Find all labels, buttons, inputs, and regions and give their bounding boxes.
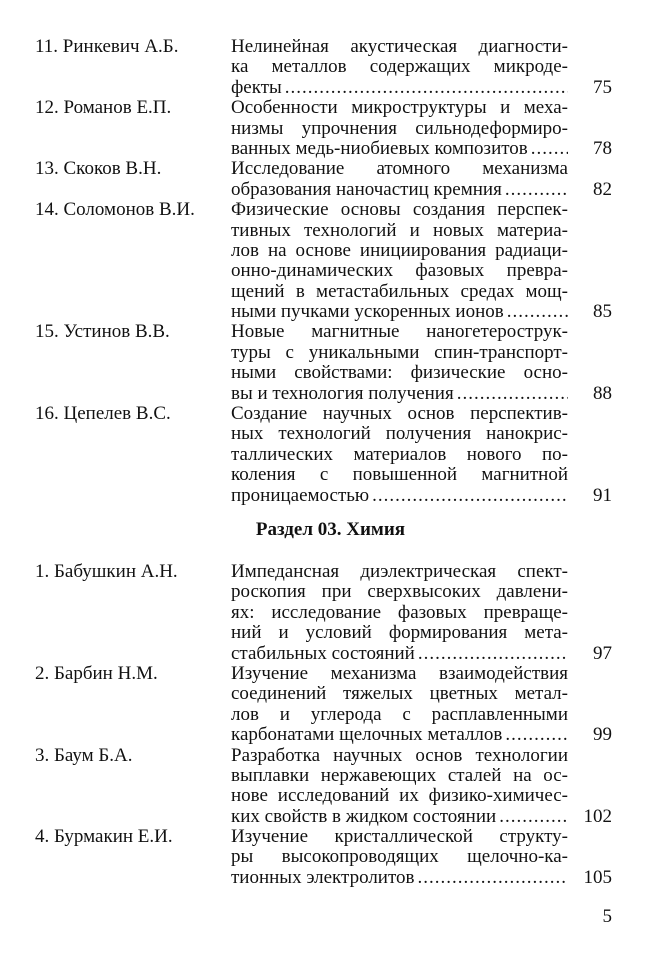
title-line: стабильных состояний — [231, 643, 415, 664]
section-heading — [0, 519, 649, 541]
title-line: лов и углерода с расплавленными — [231, 703, 568, 725]
entry-author: 2. Барбин Н.М. — [35, 662, 158, 684]
title-last-line — [231, 139, 568, 159]
toc-entry[interactable] — [0, 322, 649, 404]
title-line: проницаемостью — [231, 485, 370, 506]
entry-title — [231, 404, 568, 506]
title-line: ях: исследование фазовых превраще- — [231, 601, 568, 623]
toc-entry[interactable] — [0, 562, 649, 664]
page-number: 5 — [602, 906, 612, 927]
title-line: соединений тяжелых цветных метал- — [231, 683, 568, 705]
dot-leader — [418, 644, 568, 664]
entry-title — [231, 322, 568, 404]
title-line: выплавки нержавеющих сталей на ос- — [231, 764, 568, 786]
title-line: Импедансная диэлектрическая спект- — [231, 561, 568, 582]
toc-entry[interactable] — [0, 159, 649, 200]
entry-page-number: 78 — [593, 137, 612, 159]
title-last-line — [231, 868, 568, 888]
title-line: ных технологий получения нанокрис- — [231, 423, 568, 445]
entry-author: 11. Ринкевич А.Б. — [35, 36, 179, 57]
title-line: Создание научных основ перспектив- — [231, 403, 568, 425]
section-03-heading: Раздел 03. Химия — [255, 519, 406, 540]
title-line: вы и технология получения — [231, 383, 454, 404]
toc-entry[interactable] — [0, 746, 649, 828]
entry-page-number: 105 — [583, 866, 612, 888]
title-line: Новые магнитные наногетерострук- — [231, 321, 568, 343]
toc-entry[interactable] — [0, 98, 649, 159]
title-line: тионных электролитов — [231, 867, 415, 888]
entry-page-number: 75 — [593, 76, 612, 98]
toc-section-02 — [0, 37, 649, 506]
entry-title — [231, 562, 568, 664]
title-line: ка металлов содержащих микроде- — [231, 56, 568, 78]
dot-leader — [531, 139, 568, 159]
entry-page-number: 97 — [593, 642, 612, 664]
entry-author: 15. Устинов В.В. — [35, 321, 170, 343]
title-last-line — [231, 644, 568, 664]
entry-author: 13. Скоков В.Н. — [35, 158, 162, 180]
title-line: ванных медь-ниобиевых композитов — [231, 138, 528, 159]
title-last-line — [231, 384, 568, 404]
title-line: низмы упрочнения сильнодеформиро- — [231, 117, 568, 139]
title-line: туры с уникальными спин-транспорт- — [231, 341, 568, 363]
toc-section-03 — [0, 562, 649, 888]
dot-leader — [457, 384, 568, 404]
entry-author: 1. Бабушкин А.Н. — [35, 561, 178, 582]
entry-title — [231, 664, 568, 746]
title-last-line — [231, 725, 568, 745]
title-line: ры высокопроводящих щелочно-ка- — [231, 846, 568, 868]
title-line: ких свойств в жидком состоянии — [231, 806, 497, 827]
title-line: ными свойствами: физические осно- — [231, 362, 568, 384]
title-line: нове исследований их физико-химичес- — [231, 785, 568, 807]
entry-author: 14. Соломонов В.И. — [35, 199, 195, 221]
entry-title — [231, 159, 568, 200]
entry-page-number: 91 — [593, 484, 612, 506]
entry-page-number: 102 — [583, 805, 612, 827]
entry-page-number: 85 — [593, 301, 612, 323]
title-line: карбонатами щелочных металлов — [231, 725, 503, 746]
toc-entry[interactable] — [0, 664, 649, 746]
toc-entry[interactable] — [0, 37, 649, 98]
entry-author: 12. Романов Е.П. — [35, 97, 172, 119]
title-last-line — [231, 807, 568, 827]
toc-entry[interactable] — [0, 404, 649, 506]
entry-title — [231, 746, 568, 828]
title-line: Физические основы создания перспек- — [231, 199, 568, 221]
title-line: щений в метастабильных средах мощ- — [231, 280, 568, 302]
title-line: образования наночастиц кремния — [231, 179, 502, 200]
title-line: Изучение механизма взаимодействия — [231, 662, 568, 684]
title-line: Исследование атомного механизма — [231, 158, 568, 180]
dot-leader — [418, 868, 569, 888]
dot-leader — [499, 807, 568, 827]
entry-author: 3. Баум Б.А. — [35, 744, 133, 766]
toc-entry[interactable] — [0, 200, 649, 322]
dot-leader — [505, 180, 568, 200]
title-line: ний и условий формирования мета- — [231, 622, 568, 644]
dot-leader — [285, 78, 568, 98]
title-line: ными пучками ускоренных ионов — [231, 302, 504, 323]
dot-leader — [507, 302, 568, 322]
title-line: таллических материалов нового по- — [231, 443, 568, 465]
entry-title — [231, 200, 568, 322]
title-last-line — [231, 486, 568, 506]
entry-title — [231, 827, 568, 888]
entry-title — [231, 98, 568, 159]
title-line: Особенности микроструктуры и меха- — [231, 97, 568, 119]
entry-author: 16. Цепелев В.С. — [35, 403, 171, 425]
title-line: коления с повышенной магнитной — [231, 464, 568, 486]
title-line: тивных технологий и новых материа- — [231, 219, 568, 241]
title-last-line — [231, 180, 568, 200]
entry-title — [231, 37, 568, 98]
entry-page-number: 82 — [593, 178, 612, 200]
title-line: онно-динамических фазовых превра- — [231, 260, 568, 282]
dot-leader — [505, 725, 568, 745]
entry-page-number: 99 — [593, 724, 612, 746]
title-line: Изучение кристаллической структу- — [231, 826, 568, 848]
toc-entry[interactable] — [0, 827, 649, 888]
dot-leader — [372, 486, 568, 506]
title-line: лов на основе инициирования радиаци- — [231, 239, 568, 261]
title-line: Нелинейная акустическая диагности- — [231, 36, 568, 57]
title-last-line — [231, 78, 568, 98]
title-last-line — [231, 302, 568, 322]
title-line: Разработка научных основ технологии — [231, 744, 568, 766]
entry-page-number: 88 — [593, 382, 612, 404]
title-line: роскопия при сверхвысоких давлени- — [231, 581, 568, 603]
title-line: фекты — [231, 77, 282, 98]
entry-author: 4. Бурмакин Е.И. — [35, 826, 173, 848]
